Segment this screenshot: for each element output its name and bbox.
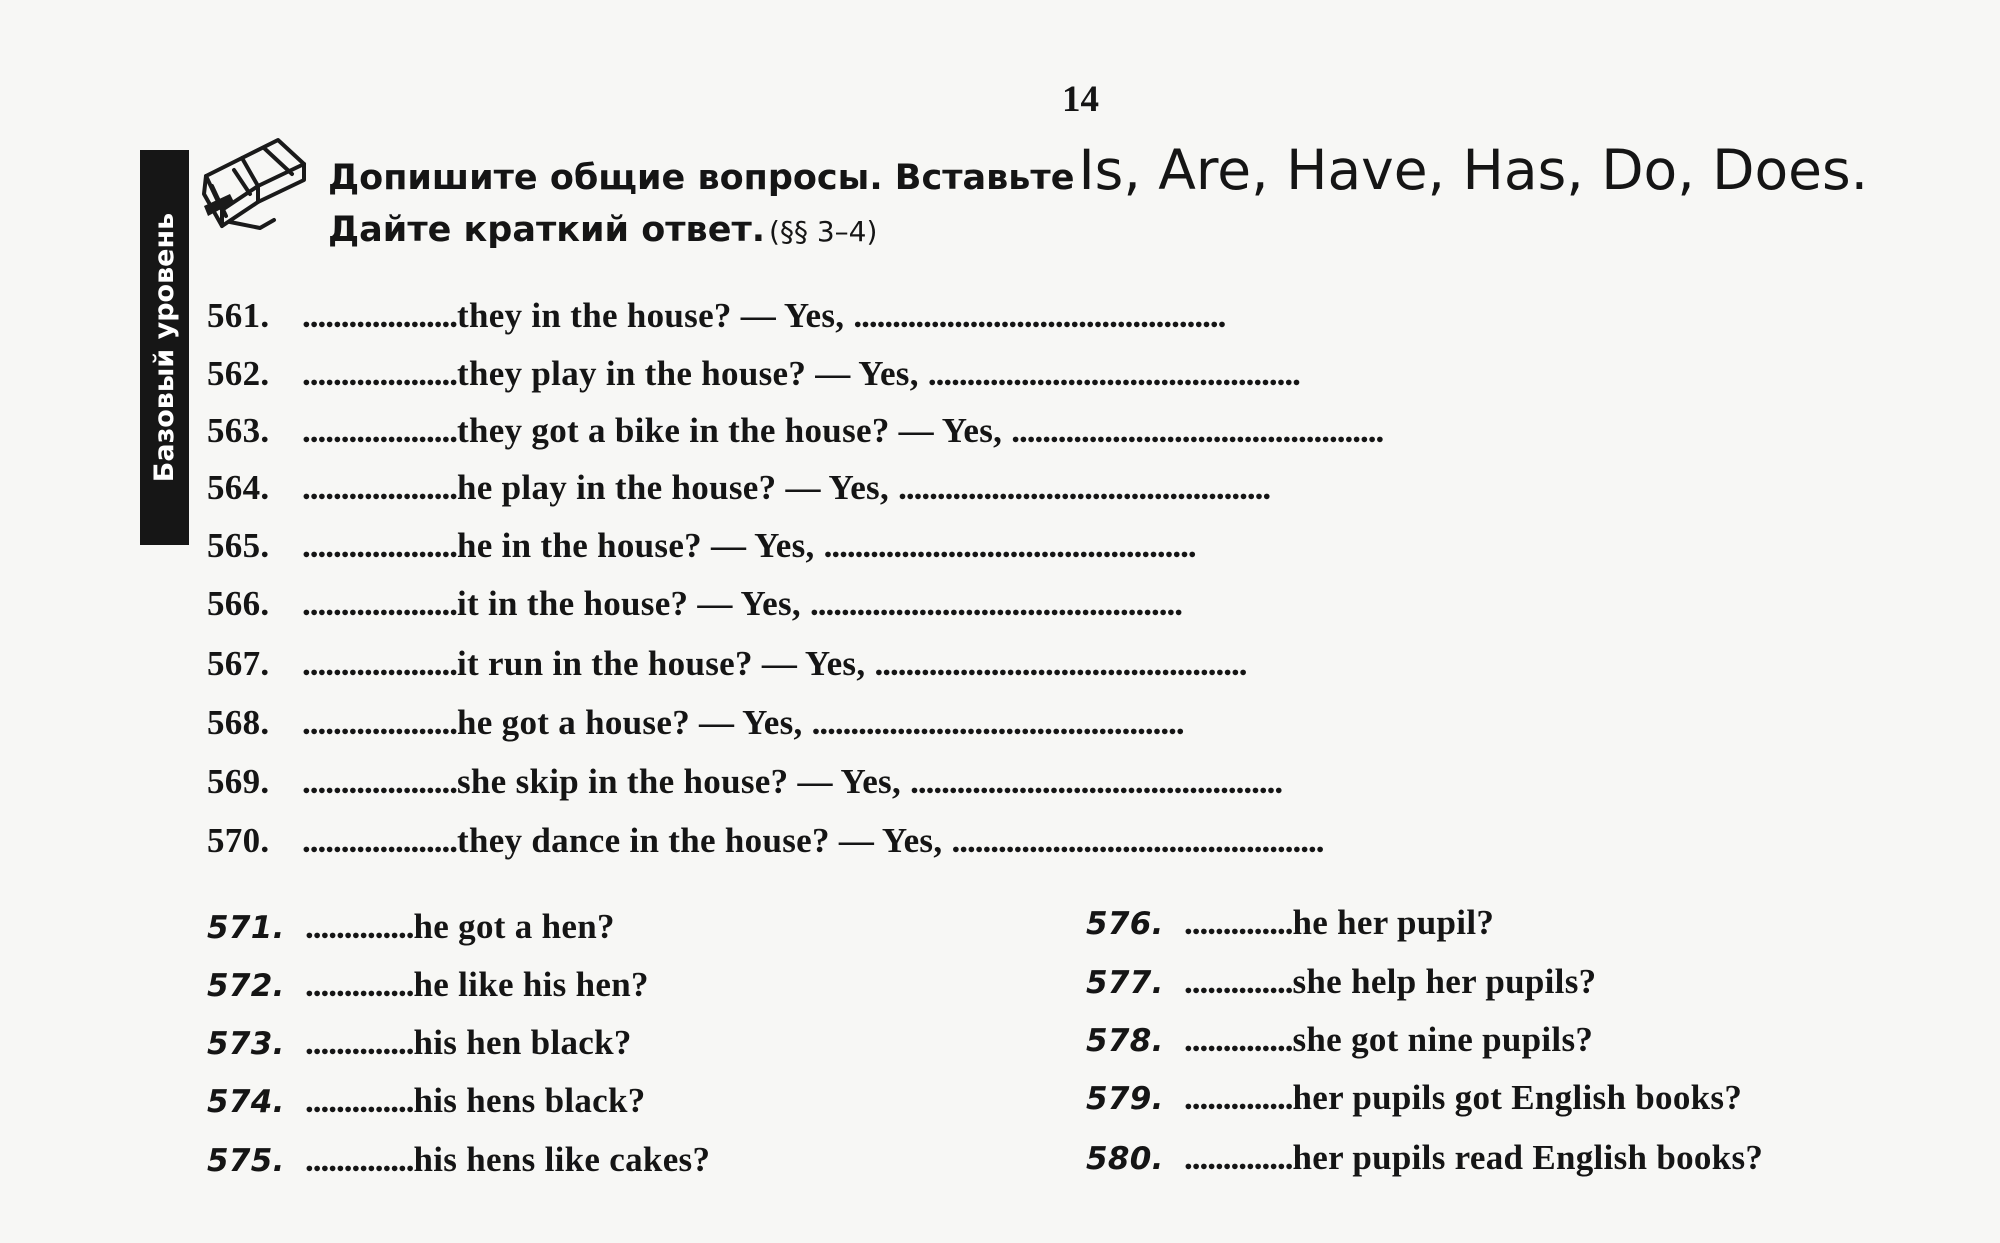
- exercise-row: [1086, 1078, 1742, 1118]
- instruction-line-1: [328, 138, 1868, 208]
- question-text: his hens black?: [413, 1081, 646, 1120]
- question-text: he her pupil?: [1292, 903, 1495, 942]
- answer-blank[interactable]: ................................................: [823, 526, 1196, 565]
- exercise-number: 578.: [1086, 1023, 1164, 1059]
- question-text: her pupils read English books?: [1292, 1138, 1764, 1177]
- answer-blank[interactable]: ................................................: [810, 584, 1183, 623]
- fill-in-blank[interactable]: ....................: [302, 468, 457, 507]
- answer-blank[interactable]: ................................................: [811, 703, 1184, 742]
- exercise-number: 569.: [207, 762, 270, 801]
- book-and-pencil-icon: [200, 136, 312, 240]
- fill-in-blank[interactable]: ....................: [302, 411, 457, 450]
- exercise-row: [1086, 903, 1494, 943]
- exercise-number: 567.: [207, 644, 270, 683]
- fill-in-blank[interactable]: ..............: [305, 1140, 414, 1179]
- fill-in-blank[interactable]: ....................: [302, 644, 457, 683]
- exercise-number: 570.: [207, 821, 270, 860]
- exercise-number: 580.: [1086, 1141, 1164, 1177]
- exercise-row: [1086, 1020, 1593, 1060]
- fill-in-blank[interactable]: ....................: [302, 296, 457, 335]
- exercise-number: 566.: [207, 584, 270, 623]
- exercise-number: 571.: [207, 910, 285, 946]
- exercise-row: [207, 468, 1270, 508]
- question-text: he play in the house? — Yes,: [457, 468, 890, 507]
- fill-in-blank[interactable]: ....................: [302, 354, 457, 393]
- exercise-row: [207, 526, 1196, 566]
- exercise-row: [207, 821, 1323, 861]
- fill-in-blank[interactable]: ..............: [305, 1023, 414, 1062]
- instruction-reference: (§§ 3–4): [769, 215, 878, 248]
- question-text: they got a bike in the house? — Yes,: [457, 411, 1003, 450]
- question-text: they in the house? — Yes,: [457, 296, 845, 335]
- fill-in-blank[interactable]: ..............: [1184, 1078, 1293, 1117]
- question-text: they play in the house? — Yes,: [457, 354, 919, 393]
- exercise-number: 579.: [1086, 1081, 1164, 1117]
- fill-in-blank[interactable]: ..............: [1184, 962, 1293, 1001]
- answer-blank[interactable]: ................................................: [853, 296, 1226, 335]
- answer-blank[interactable]: ................................................: [927, 354, 1300, 393]
- exercise-row: [207, 703, 1184, 743]
- fill-in-blank[interactable]: ....................: [302, 821, 457, 860]
- exercise-number: 561.: [207, 296, 270, 335]
- exercise-number: 573.: [207, 1026, 285, 1062]
- fill-in-blank[interactable]: ..............: [1184, 1020, 1293, 1059]
- exercise-number: 572.: [207, 968, 285, 1004]
- question-text: her pupils got English books?: [1292, 1078, 1743, 1117]
- exercise-row: [207, 296, 1225, 336]
- exercise-row: [1086, 1138, 1763, 1178]
- exercise-row: [207, 965, 649, 1005]
- answer-blank[interactable]: ................................................: [874, 644, 1247, 683]
- question-text: she help her pupils?: [1292, 962, 1597, 1001]
- exercise-row: [207, 907, 615, 947]
- exercise-row: [207, 644, 1246, 684]
- exercise-row: [207, 1140, 710, 1180]
- question-text: he like his hen?: [413, 965, 649, 1004]
- exercise-row: [207, 1023, 632, 1063]
- fill-in-blank[interactable]: ..............: [1184, 1138, 1293, 1177]
- instruction-verb-list: Is, Are, Have, Has, Do, Does.: [1078, 138, 1869, 202]
- fill-in-blank[interactable]: ....................: [302, 762, 457, 801]
- fill-in-blank[interactable]: ..............: [305, 965, 414, 1004]
- exercise-number: 576.: [1086, 906, 1164, 942]
- exercise-number: 564.: [207, 468, 270, 507]
- exercise-row: [207, 584, 1182, 624]
- fill-in-blank[interactable]: ..............: [1184, 903, 1293, 942]
- question-text: she skip in the house? — Yes,: [457, 762, 902, 801]
- question-text: it run in the house? — Yes,: [457, 644, 866, 683]
- answer-blank[interactable]: ................................................: [910, 762, 1283, 801]
- fill-in-blank[interactable]: ..............: [305, 1081, 414, 1120]
- instruction-line-2: [328, 210, 877, 260]
- exercise-row: [207, 411, 1383, 451]
- fill-in-blank[interactable]: ....................: [302, 584, 457, 623]
- page-number: 14: [1062, 79, 1099, 120]
- level-side-tab-label: Базовый уровень: [149, 212, 180, 483]
- exercise-row: [207, 762, 1282, 802]
- level-side-tab: [140, 150, 189, 545]
- instruction-text-ru-2: Дайте краткий ответ.: [328, 210, 766, 250]
- answer-blank[interactable]: ................................................: [1011, 411, 1384, 450]
- exercise-row: [1086, 962, 1596, 1002]
- exercise-number: 563.: [207, 411, 270, 450]
- answer-blank[interactable]: ................................................: [951, 821, 1324, 860]
- exercise-number: 575.: [207, 1143, 285, 1179]
- exercise-row: [207, 1081, 646, 1121]
- exercise-number: 562.: [207, 354, 270, 393]
- exercise-row: [207, 354, 1300, 394]
- fill-in-blank[interactable]: ....................: [302, 526, 457, 565]
- exercise-number: 568.: [207, 703, 270, 742]
- question-text: he in the house? — Yes,: [457, 526, 815, 565]
- question-text: his hen black?: [413, 1023, 632, 1062]
- exercise-number: 565.: [207, 526, 270, 565]
- exercise-number: 577.: [1086, 965, 1164, 1001]
- question-text: they dance in the house? — Yes,: [457, 821, 943, 860]
- answer-blank[interactable]: ................................................: [898, 468, 1271, 507]
- question-text: she got nine pupils?: [1292, 1020, 1594, 1059]
- fill-in-blank[interactable]: ....................: [302, 703, 457, 742]
- question-text: his hens like cakes?: [413, 1140, 711, 1179]
- question-text: it in the house? — Yes,: [457, 584, 801, 623]
- fill-in-blank[interactable]: ..............: [305, 907, 414, 946]
- instruction-text-ru: Допишите общие вопросы. Вставьте: [328, 158, 1075, 198]
- exercise-number: 574.: [207, 1084, 285, 1120]
- question-text: he got a hen?: [413, 907, 615, 946]
- question-text: he got a house? — Yes,: [457, 703, 803, 742]
